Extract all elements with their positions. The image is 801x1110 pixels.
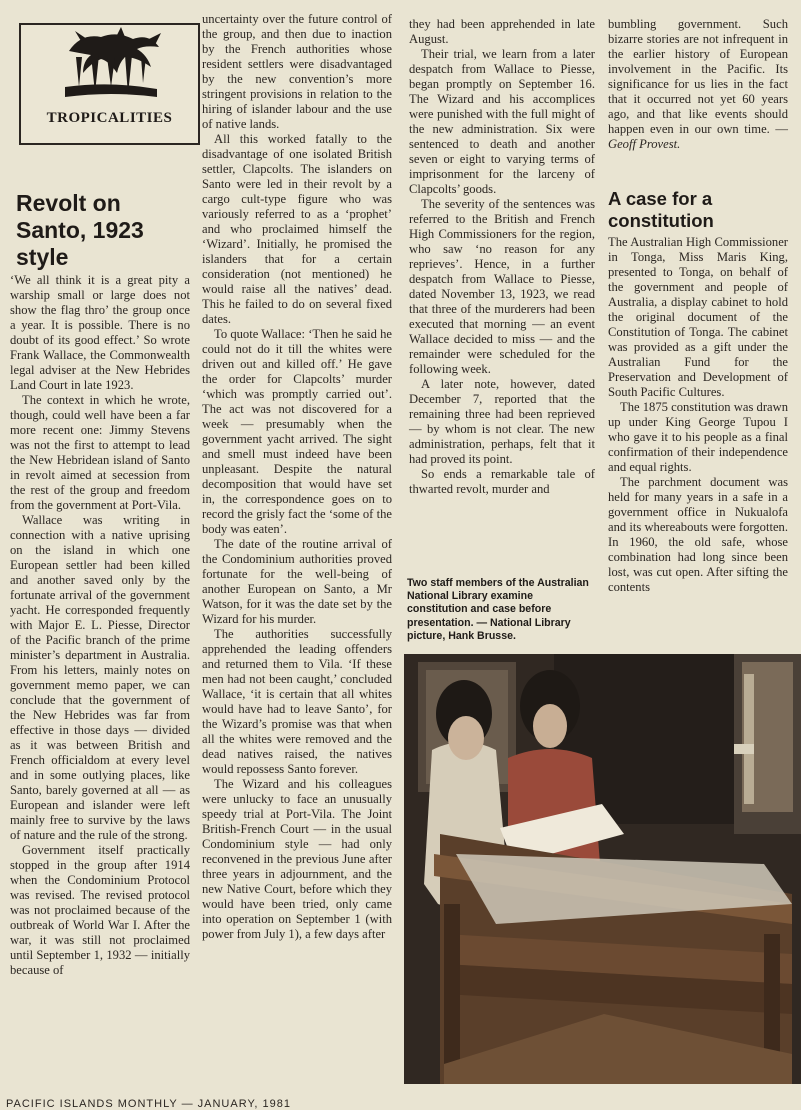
headline-constitution: A case for a constitution <box>608 188 714 231</box>
palm-trees-illustration <box>21 27 198 107</box>
article1-paragraph: ‘We all think it is a great pity a warship small or large does not show the flag thro’ the group once a year. It is possible. There is no doubt of its good effect.’ So wrote Frank Wallace, the Commonwealth legal adviser at the New Hebrides Land Court in late 1923. <box>10 273 190 392</box>
article2-paragraph: The 1875 constitution was drawn up under King George Tupou I who gave it to his people as a final confirmation of their independence and equal rights. <box>608 400 788 474</box>
article1-paragraph: The severity of the sentences was referred to the British and French High Commissioners for the region, who saw ‘no reason for any reprieves’. Hence, in a further despatch from Wallace to Piesse, dated November 13, 1923, we read that three of the murderers had been executed that morning — an event Wallace decided to miss — and the remainder were scheduled for the following week. <box>409 197 595 376</box>
article1-paragraph: The date of the routine arrival of the Condominium authorities proved fortunate for the well-being of another European on Santo, a Mr Watson, for it was the date set by the Wizard for his murder. <box>202 537 392 626</box>
article1-paragraph: they had been apprehended in late August. <box>409 17 595 46</box>
article1-paragraph: All this worked fatally to the disadvantage of one isolated British settler, Clapcolts. The islanders on Santo were led in their revolt by a cargo cult-type figure who was variously referred to as a ‘prophet’ and who proclaimed himself the ‘Wizard’. Initially, he promised the islanders that for a certain consideration (not mentioned) he would raise all the natives’ dead. This he failed to do on several fixed dates. <box>202 132 392 326</box>
article1-paragraph: Wallace was writing in connection with a native uprising on the island in which one European settler had been killed and another saved only by the fortunate arrival of the government yacht. He corresponded frequently with Major E. L. Piesse, Director of the Pacific branch of the prime minister’s department in Australia. From his letters, mainly notes on government memo paper, we can conclude that the government of the New Hebrides was far from effective in those days — divided as it was between British and French officialdom at every level and in some outlying places, like Santo, barely governed at all — as European and islander were left mainly free to survive by the laws of nature and the rule of the strong. <box>10 513 190 842</box>
article1-paragraph: bumbling government. Such bizarre stories are not infrequent in the earlier history of European involvement in the Pacific. Its significance for us lies in the fact that it occurred not yet 60 years ago, and that like events should happen even in our own time. — Geoff Provest. <box>608 17 788 151</box>
article1-paragraph: So ends a remarkable tale of thwarted revolt, murder and <box>409 467 595 496</box>
article1-paragraph: To quote Wallace: ‘Then he said he could not do it till the whites were driven out and killed off.’ He gave the order for Clapcolts’ murder ‘which was promptly carried out’. The act was not discovered for a week — presumably when the government yacht arrived. The sight and smell must indeed have been unpleasant. Despite the natural decomposition that would have set in, the correspondence goes on to record the grisly fact the ‘some of the body was eaten’. <box>202 327 392 536</box>
library-staff-photo <box>404 654 801 1084</box>
article1-paragraph: uncertainty over the future control of the group, and then due to inaction by the French authorities whose resident settlers were disadvantaged by the new convention’s more stringent provisions in relation to the hiring of islander labour and the use of native lands. <box>202 12 392 131</box>
photo-caption: Two staff members of the Australian National Library examine constitution and case before presentation. — National Library picture, Hank Brusse. <box>407 577 589 642</box>
article1-paragraph: Government itself practically stopped in the group after 1914 when the Condominium Protocol was revised. The revised protocol was not proclaimed because of the outbreak of World War I. After the war, it was still not proclaimed until September 1, 1932 — initially because of <box>10 843 190 977</box>
headline-revolt: Revolt on Santo, 1923 style <box>16 190 144 270</box>
column-2 <box>202 12 392 942</box>
column-4 <box>608 17 788 595</box>
column-3 <box>409 17 595 497</box>
article2-paragraph: The Australian High Commissioner in Tonga, Miss Maris King, presented to Tonga, on behalf of the government and people of Australia, a display cabinet to hold the original document of the Constitution of Tonga. The cabinet was provided as a gift under the Australian Fund for the Preservation and Development of South Pacific Cultures. <box>608 235 788 399</box>
byline: Geoff Provest. <box>608 137 681 151</box>
article2-paragraph: The parchment document was held for many years in a safe in a government office in Nukualofa and its whereabouts were forgotten. In 1960, the old safe, whose combination had long since been lost, was cut open. After sifting the contents <box>608 475 788 594</box>
article1-paragraph: A later note, however, dated December 7, reported that the remaining three had been reprieved — by whom is not clear. The new administration, perhaps, felt that it had proved its point. <box>409 377 595 466</box>
article1-paragraph: The authorities successfully apprehended the leading offenders and returned them to Vila. ‘If these men had not been caught,’ concluded Wallace, ‘it is certain that all whites would have had to leave Santo’, for the Wizard’s promise was that when all the whites were removed and the dead natives raised, the natives would repossess Santo forever. <box>202 627 392 776</box>
tropicalities-logo <box>19 23 200 145</box>
section-title: TROPICALITIES <box>46 110 173 126</box>
article1-paragraph: Their trial, we learn from a later despatch from Wallace to Piesse, began promptly on September 16. The Wizard and his accomplices were punished with the full might of the new administration. Six were sentenced to death and another seven or eight to varying terms of imprisonment for the larceny of Clapcolts’ goods. <box>409 47 595 196</box>
page-footer: PACIFIC ISLANDS MONTHLY — JANUARY, 1981 <box>6 1098 291 1110</box>
article1-paragraph: The Wizard and his colleagues were unlucky to face an unusually speedy trial at Port-Vila. The Joint British-French Court — in the usual Condominium style — had only reconvened in the previous June after three years in adjournment, and the new Native Court, before which they would have been tried, only came into operation on September 1 (with power from July 1), a few days after <box>202 777 392 941</box>
article1-paragraph: The context in which he wrote, though, could well have been a far more recent one: Jimmy Stevens was not the first to attempt to lead the New Hebridean island of Santo in revolt aimed at secession from the rest of the group and freedom from the government at Port-Vila. <box>10 393 190 512</box>
